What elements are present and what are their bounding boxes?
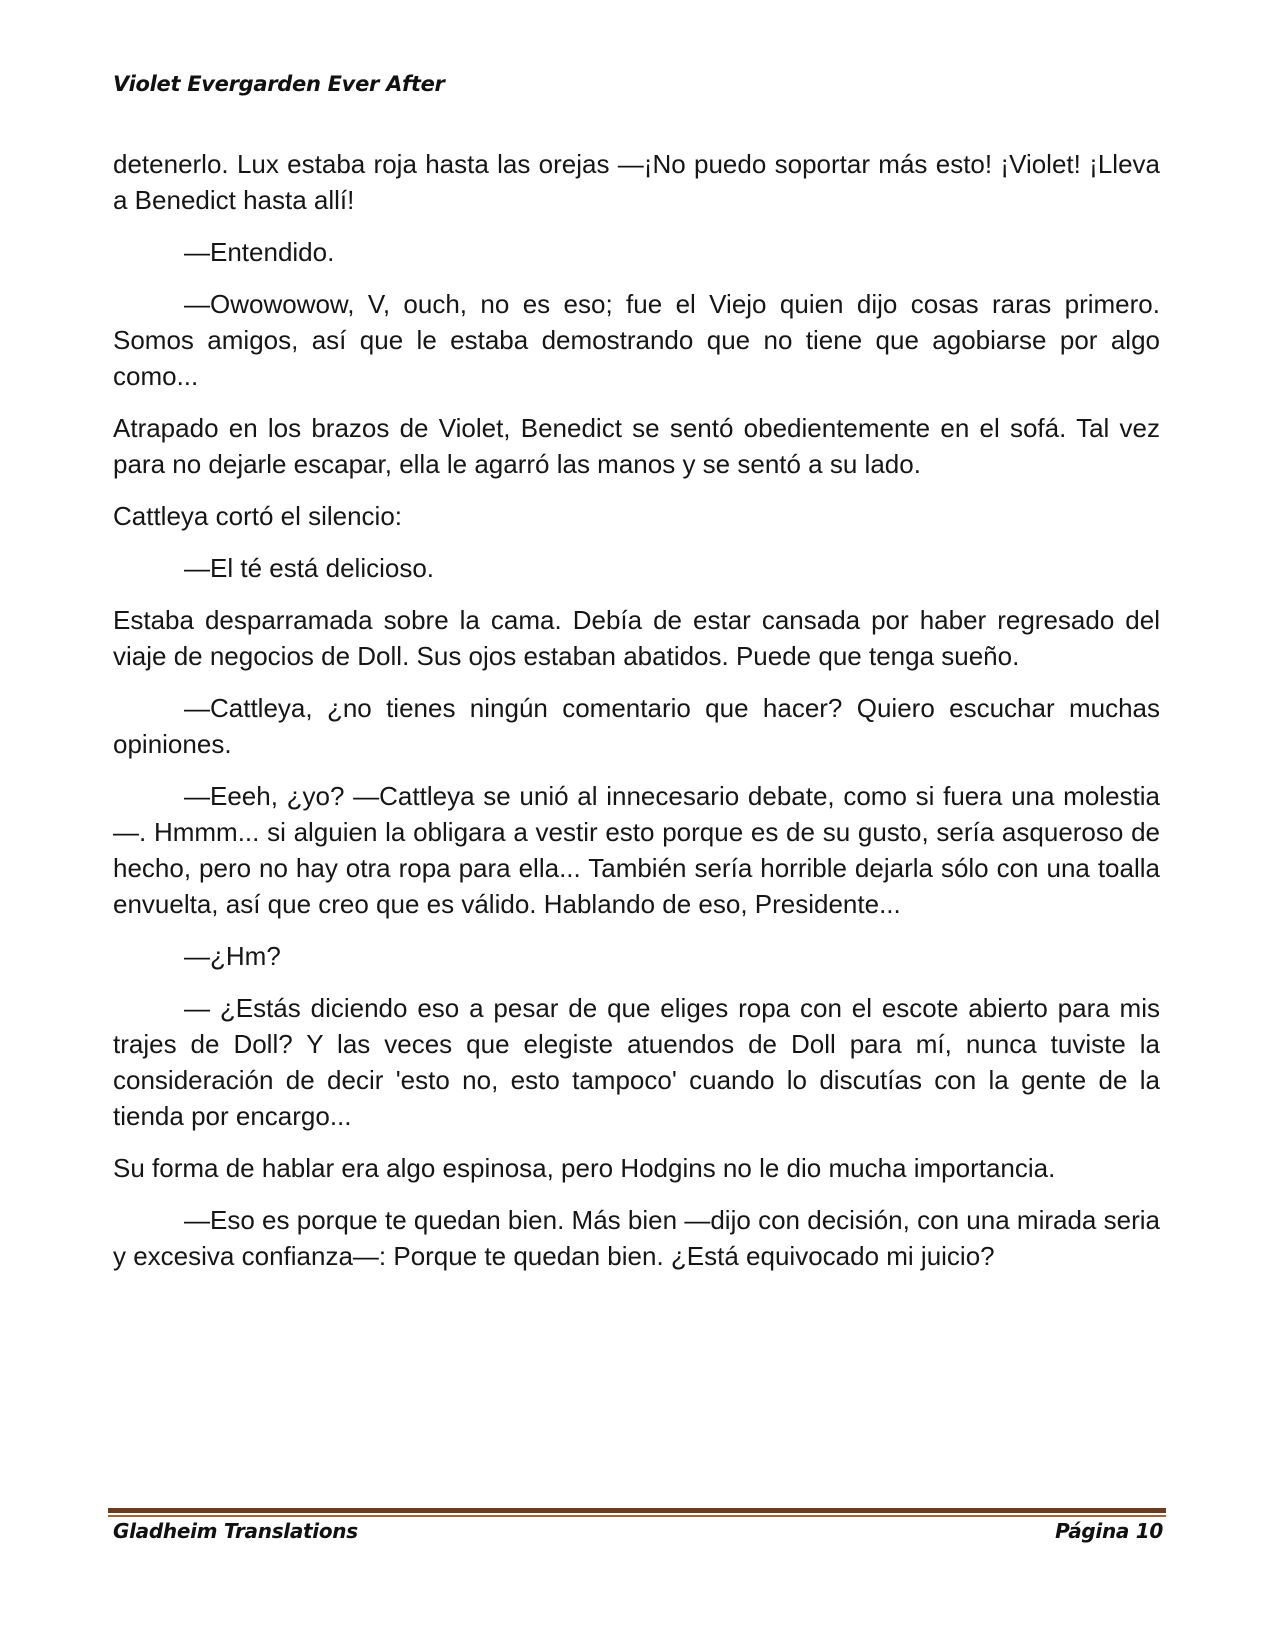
footer-divider-thick (108, 1508, 1166, 1513)
dialogue-paragraph: —Eso es porque te quedan bien. Más bien —dijo con decisión, con una mirada seria y excesiva confianza—: Porque te quedan bien. ¿Está equivocado mi juicio? (113, 1205, 1160, 1271)
dialogue-paragraph: —Cattleya, ¿no tienes ningún comentario que hacer? Quiero escuchar muchas opiniones. (113, 693, 1160, 759)
paragraph: Cattleya cortó el silencio: (113, 501, 403, 531)
body-text (113, 146, 1160, 1290)
footer-divider-thin (108, 1515, 1166, 1517)
dialogue-paragraph: —¿Hm? (184, 941, 281, 971)
dialogue-paragraph: — ¿Estás diciendo eso a pesar de que eliges ropa con el escote abierto para mis trajes de Doll? Y las veces que elegiste atuendos de Doll para mí, nunca tuviste la consideración de decir 'esto no, esto tampoco' cuando lo discutías con la gente de la tienda por encargo... (113, 993, 1160, 1131)
paragraph: detenerlo. Lux estaba roja hasta las orejas —¡No puedo soportar más esto! ¡Violet! ¡Lleva a Benedict hasta allí! (113, 149, 1160, 215)
running-header-title: Violet Evergarden Ever After (113, 72, 445, 96)
paragraph: Su forma de hablar era algo espinosa, pero Hodgins no le dio mucha importancia. (113, 1153, 1056, 1183)
dialogue-paragraph: —El té está delicioso. (184, 553, 435, 583)
footer-publisher: Gladheim Translations (113, 1519, 358, 1543)
paragraph: Atrapado en los brazos de Violet, Benedict se sentó obedientemente en el sofá. Tal vez para no dejarle escapar, ella le agarró las manos y se sentó a su lado. (113, 413, 1160, 479)
dialogue-paragraph: —Entendido. (184, 237, 335, 267)
dialogue-paragraph: —Owowowow, V, ouch, no es eso; fue el Viejo quien dijo cosas raras primero. Somos amigos, así que le estaba demostrando que no tiene que agobiarse por algo como... (113, 289, 1160, 391)
paragraph: Estaba desparramada sobre la cama. Debía de estar cansada por haber regresado del viaje de negocios de Doll. Sus ojos estaban abatidos. Puede que tenga sueño. (113, 605, 1160, 671)
footer-page-number: Página 10 (1055, 1519, 1163, 1543)
dialogue-paragraph: —Eeeh, ¿yo? —Cattleya se unió al innecesario debate, como si fuera una molestia—. Hmmm... si alguien la obligara a vestir esto porque es de su gusto, sería asqueroso de hecho, pero no hay otra ropa para ella... También sería horrible dejarla sólo con una toalla envuelta, así que creo que es válido. Hablando de eso, Presidente... (113, 781, 1160, 919)
